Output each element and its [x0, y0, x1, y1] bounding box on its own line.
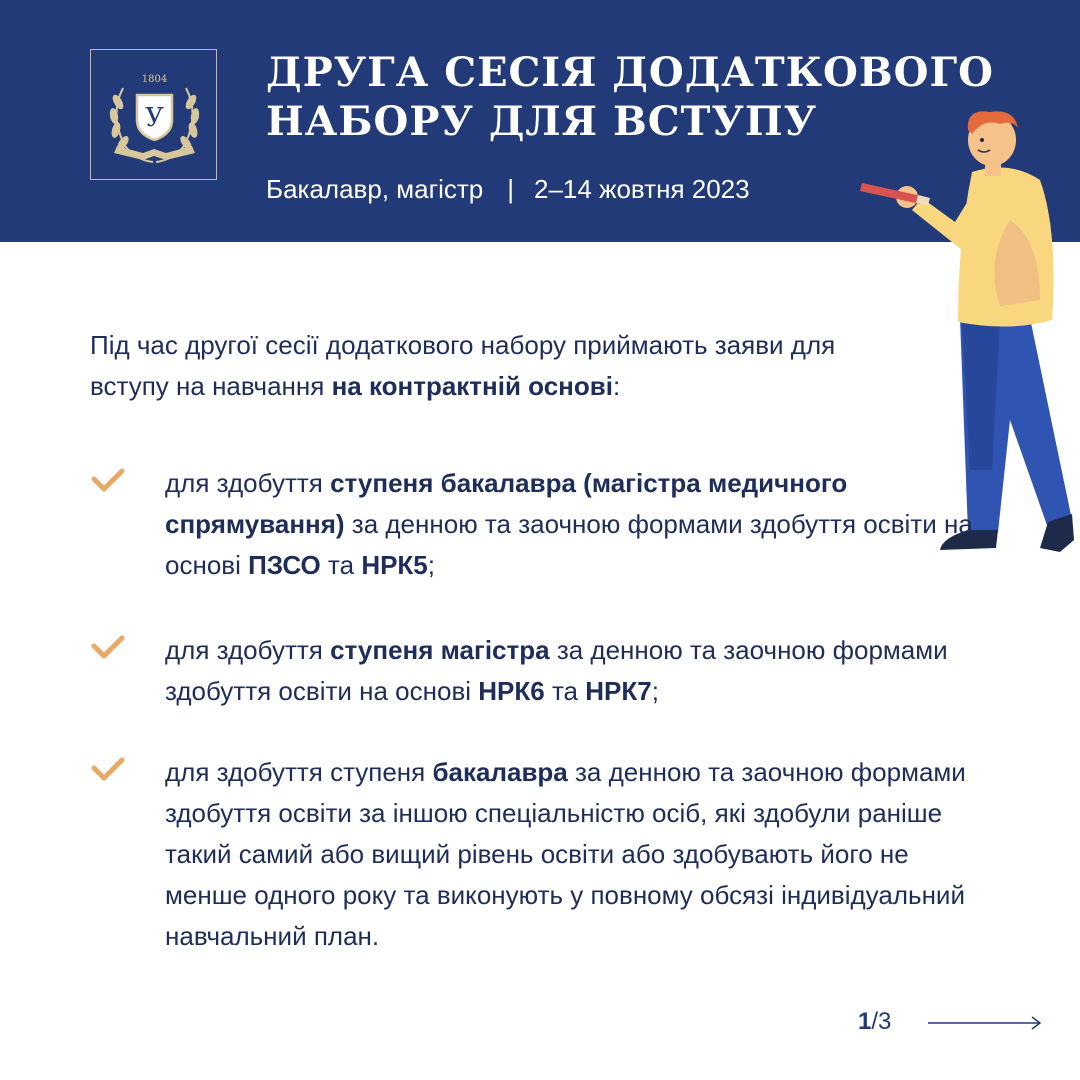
emblem-letter: У — [145, 103, 164, 133]
emblem-year: 1804 — [141, 74, 168, 85]
item-text-part: за денною та заочною формами здобуття освіти за іншою спеціальністю осіб, які здобули раніше такий самий або вищий рівень освіти або здобувають його не менше одного року та виконують у повному обсязі індивідуальний навчальний план. — [165, 757, 966, 951]
list-item-text — [165, 630, 995, 712]
page-indicator — [858, 1008, 891, 1036]
item-text-part: для здобуття — [165, 635, 331, 665]
title-line-1: ДРУГА СЕСІЯ ДОДАТКОВОГО — [266, 49, 994, 96]
intro-tail: : — [612, 371, 621, 401]
item-bold-part: НРК7 — [585, 676, 652, 706]
item-bold-part: ступеня магістра — [330, 635, 550, 665]
university-logo — [90, 49, 217, 180]
item-bold-part: НРК6 — [478, 676, 545, 706]
item-bold-part: НРК5 — [361, 550, 428, 580]
next-arrow-icon[interactable] — [928, 1014, 1044, 1032]
intro-bold-text: на контрактній основі — [331, 371, 613, 401]
check-icon — [90, 465, 126, 495]
item-text-part: за денною та заочною формами здобуття освіти на основі — [165, 635, 948, 706]
list-item-text — [165, 463, 995, 586]
subtitle — [266, 172, 750, 206]
item-text-part: для здобуття — [165, 468, 331, 498]
title-line-2: НАБОРУ ДЛЯ ВСТУПУ — [266, 98, 818, 145]
item-text-part: ; — [651, 676, 659, 706]
emblem-icon — [91, 50, 218, 181]
item-text-part: за денною та заочною формами здобуття освіти на основі — [165, 509, 973, 580]
subtitle-dates: 2–14 жовтня 2023 — [534, 174, 750, 204]
item-bold-part: ступеня бакалавра (магістра медичного спрямування) — [165, 468, 848, 539]
page-separator: / — [871, 1008, 879, 1035]
list-item-text — [165, 752, 995, 957]
item-text-part: та — [320, 550, 362, 580]
intro-text: Під час другої сесії додаткового набору приймають заяви для вступу на навчання — [90, 330, 836, 401]
item-text-part: та — [544, 676, 586, 706]
intro-paragraph — [90, 325, 920, 407]
item-bold-part: бакалавра — [432, 757, 568, 787]
item-text-part: ; — [427, 550, 435, 580]
check-icon — [90, 632, 126, 662]
item-bold-part: ПЗСО — [248, 550, 321, 580]
item-text-part: для здобуття ступеня — [165, 757, 433, 787]
page-current: 1 — [858, 1008, 872, 1035]
subtitle-degrees: Бакалавр, магістр — [266, 174, 484, 204]
subtitle-separator: | — [507, 174, 515, 204]
page-total: 3 — [878, 1008, 892, 1035]
check-icon — [90, 754, 126, 784]
